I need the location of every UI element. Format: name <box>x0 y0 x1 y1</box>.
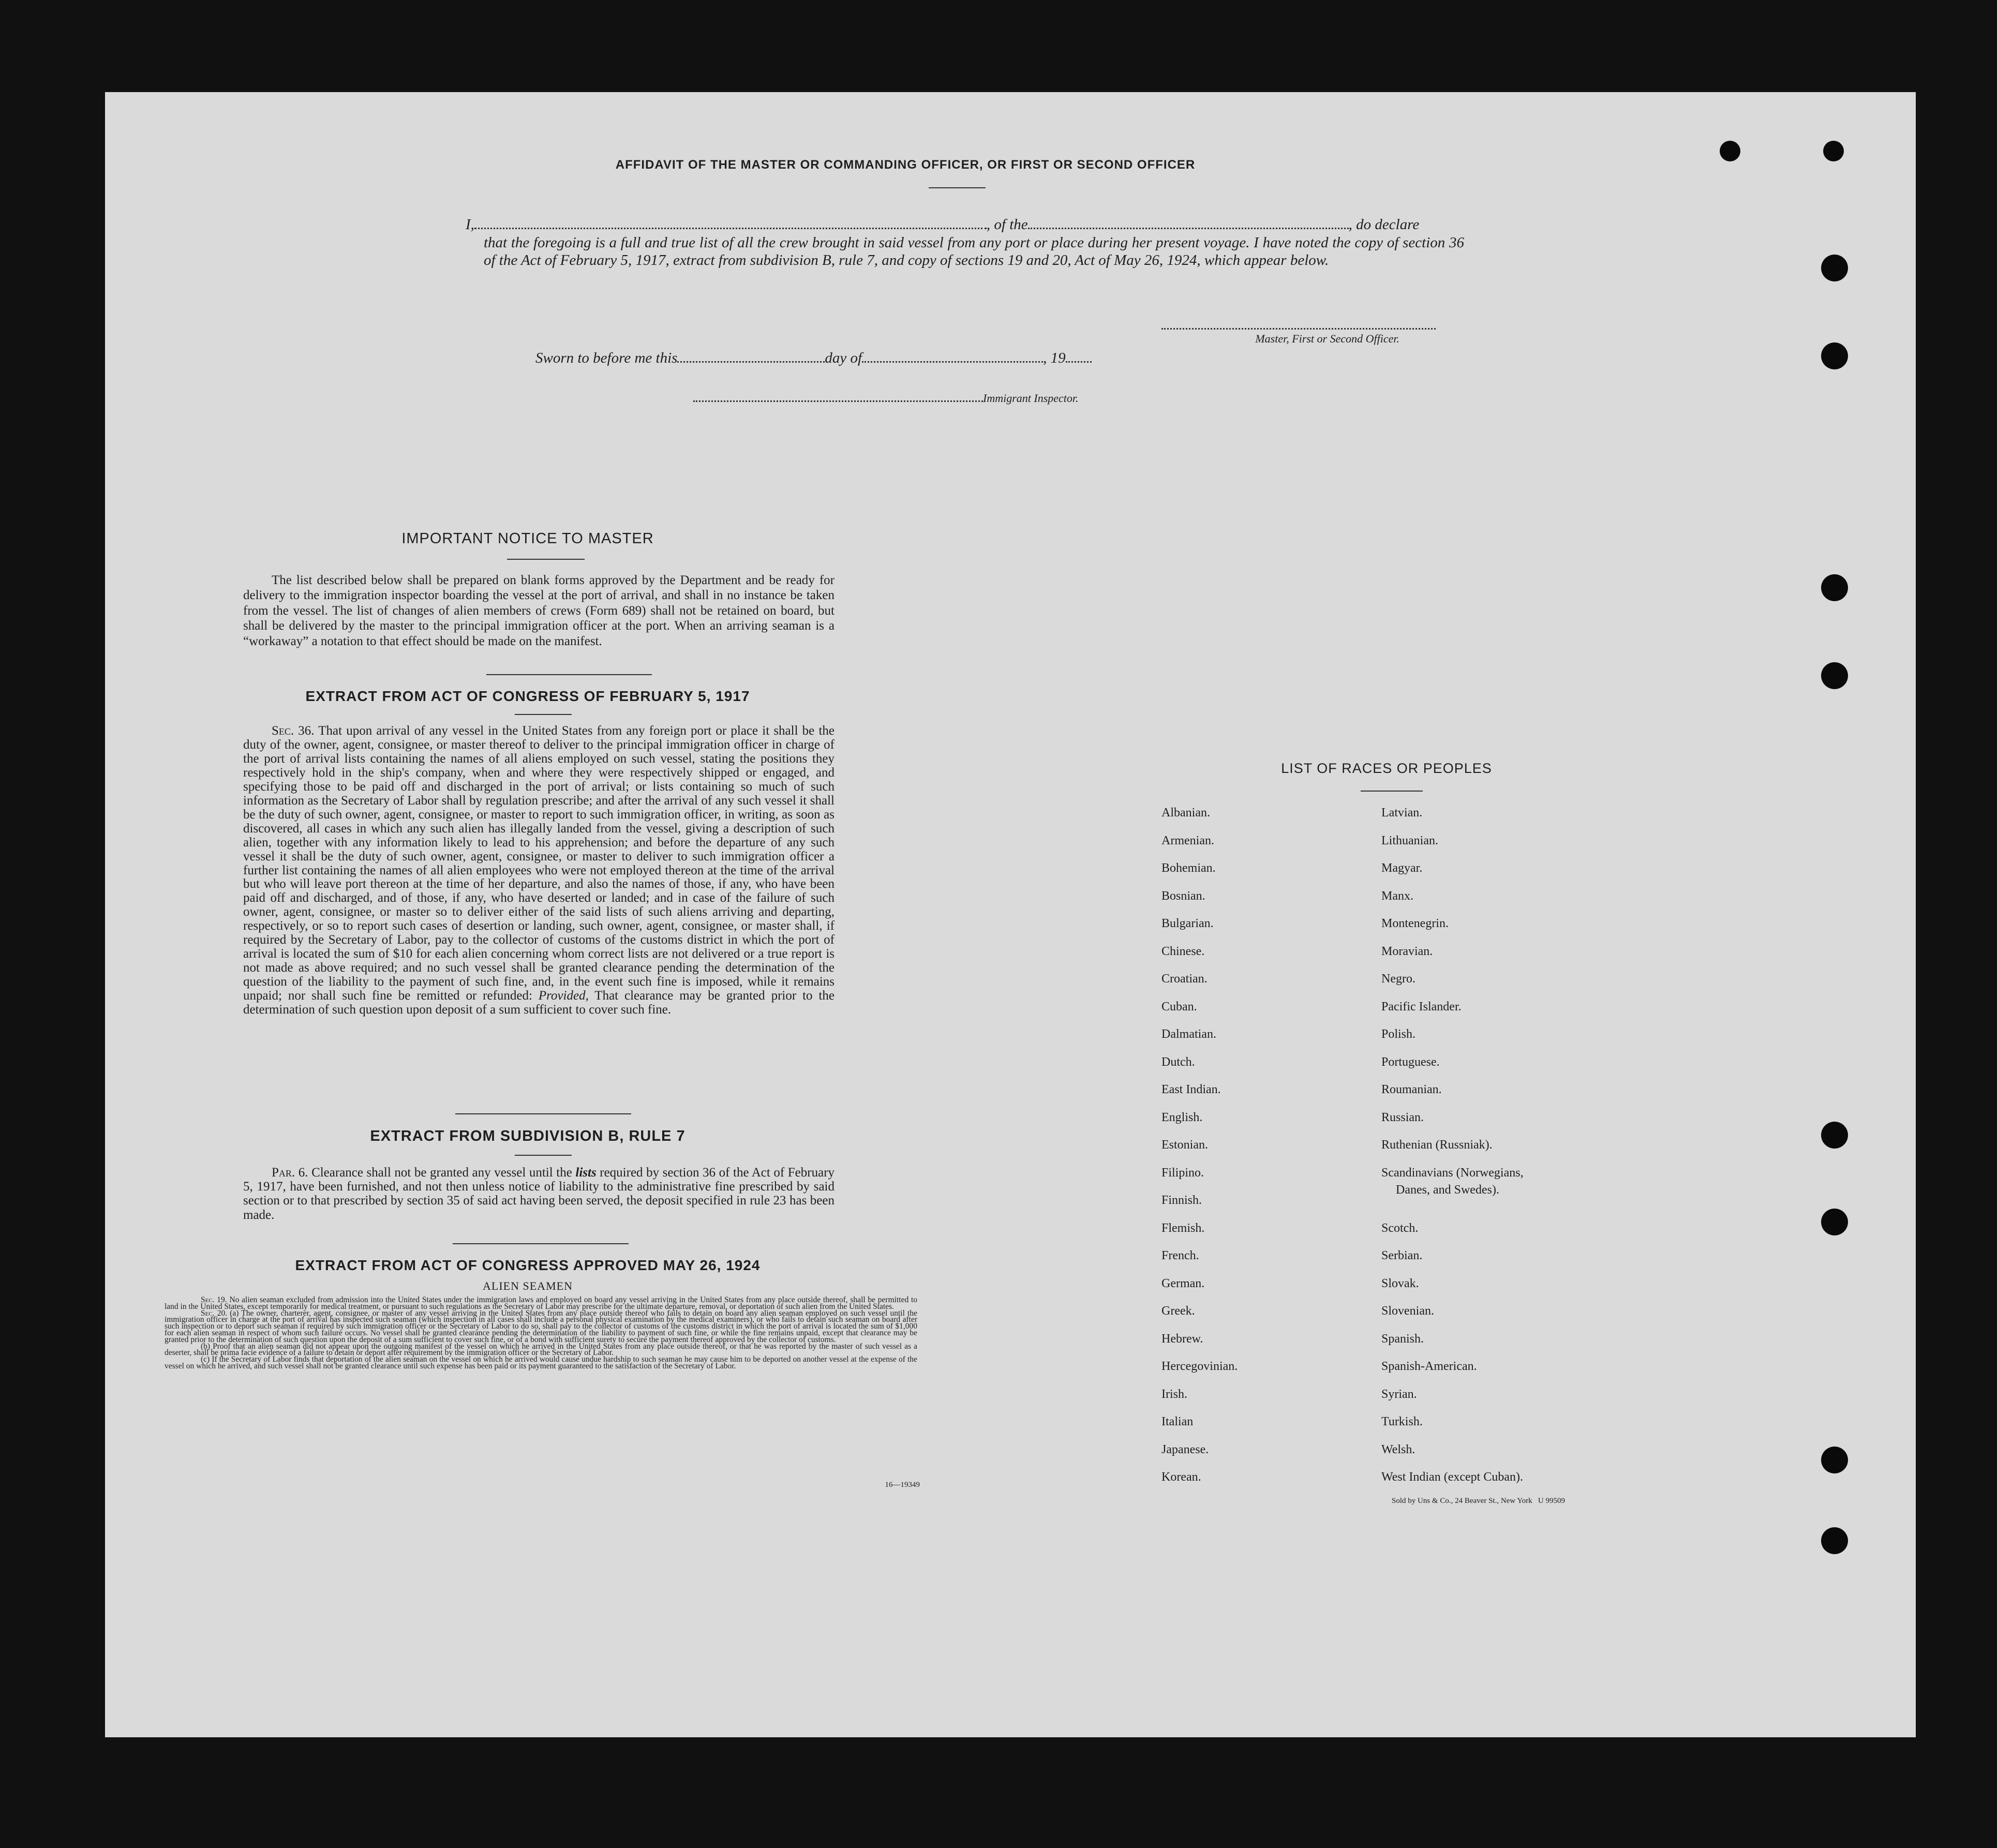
sworn-date-blank[interactable] <box>677 361 825 363</box>
sec19-text: No alien seaman excluded from admission into the United States under the immigration laws and employed on board any vessel arriving in the United States from any place outside thereof, shall be permitted to land in the United States, except temporarily for medical treatment, or pursuant to such regulations as the Secretary of Labor may prescribe for the ultimate departure, removal, or deportation of such alien from the United States. <box>165 1295 917 1311</box>
sec20-label: Sec. 20. <box>201 1308 228 1318</box>
punch-hole <box>1821 1122 1848 1149</box>
affidavit-of-the-label: , of the <box>986 216 1028 233</box>
race-item: Filipino. <box>1161 1166 1204 1180</box>
punch-hole <box>1821 255 1848 281</box>
punch-hole <box>1821 342 1848 369</box>
act1917-body <box>243 724 834 1017</box>
races-heading: LIST OF RACES OR PEOPLES <box>1281 761 1492 776</box>
punch-hole <box>1720 141 1740 161</box>
race-item: Portuguese. <box>1381 1055 1440 1069</box>
punch-hole <box>1821 574 1848 601</box>
notice-heading: IMPORTANT NOTICE TO MASTER <box>401 530 654 547</box>
race-item: Magyar. <box>1381 861 1423 875</box>
race-item: Irish. <box>1161 1387 1187 1401</box>
race-item: Albanian. <box>1161 806 1210 819</box>
rule7-text: Clearance shall not be granted any vessel until the <box>311 1166 572 1180</box>
race-item: Welsh. <box>1381 1442 1415 1456</box>
act1924-body <box>165 1297 917 1370</box>
sworn-month-blank[interactable] <box>862 361 1043 363</box>
race-item: Pacific Islander. <box>1381 1000 1462 1014</box>
race-item: Russian. <box>1381 1110 1424 1124</box>
affidavit-declaration-line <box>466 216 1480 233</box>
act1924-subheading: ALIEN SEAMEN <box>483 1279 573 1292</box>
punch-hole <box>1823 141 1844 161</box>
race-item: Spanish. <box>1381 1332 1424 1346</box>
race-item: Manx. <box>1381 889 1413 903</box>
rule7-lists-word: lists <box>575 1166 597 1180</box>
race-item: German. <box>1161 1276 1205 1290</box>
divider <box>1361 791 1423 792</box>
race-item: Italian <box>1161 1415 1194 1428</box>
sec20a-text: (a) The owner, charterer, agent, consignee, or master of any vessel arriving in the United States from any place outside thereof who fails to detain on board any alien seaman employed on such vessel until the immigration officer in charge at the port of arrival has inspected such seaman (which inspection in all cases shall include a personal physical examination by the medical examiners), or who fails to detain such seaman on board after such inspection or to deport such seaman if required by such immigration officer or the Secretary of Labor to do so, shall pay to the collector of customs of the customs district in which the port of arrival is located the sum of $1,000 for each alien seaman in respect of whom such failure occurs. No vessel shall be granted clearance pending the determination of the liability to payment of such fine, or while the fine remains unpaid, except that clearance may be granted prior to the determination of such question upon the deposit of a sum sufficient to cover such fine, or of a bond with sufficient surety to secure the payment thereof approved by the collector of customs. <box>165 1308 917 1344</box>
act1924-heading: EXTRACT FROM ACT OF CONGRESS APPROVED MAY 26, 1924 <box>295 1257 761 1273</box>
race-item: Polish. <box>1381 1027 1416 1041</box>
race-item: Danes, and Swedes). <box>1396 1183 1499 1197</box>
affidavit-heading: AFFIDAVIT OF THE MASTER OR COMMANDING OFFICER, OR FIRST OR SECOND OFFICER <box>615 158 1196 172</box>
race-item: Finnish. <box>1161 1194 1202 1207</box>
race-item: Latvian. <box>1381 806 1423 819</box>
race-item: Turkish. <box>1381 1415 1423 1428</box>
race-item: Bohemian. <box>1161 861 1216 875</box>
race-item: Bulgarian. <box>1161 917 1214 930</box>
race-item: Slovak. <box>1381 1276 1419 1290</box>
master-name-blank[interactable] <box>474 228 987 229</box>
vessel-name-blank[interactable] <box>1028 228 1349 229</box>
punch-hole <box>1821 1447 1848 1473</box>
inspector-line <box>693 392 1079 405</box>
divider <box>455 1113 631 1114</box>
sec20c-paragraph: (c) If the Secretary of Labor finds that deportation of the alien seaman on the vessel on which he arrived would cause undue hardship to such seaman he may cause him to be deported on another vessel at the expense of the vessel on which he arrived, and such vessel shall not be granted clearance until such expense has been paid or its payment guaranteed to the satisfaction of the Secretary of Labor. <box>165 1355 917 1370</box>
sworn-label: Sworn to before me this <box>535 350 678 366</box>
form-number: 16—19349 <box>885 1481 920 1489</box>
act1917-text-end: That clearance may be granted prior to the determination of such question upon deposit of a sum sufficient to cover such fine. <box>243 989 834 1017</box>
divider <box>486 674 652 675</box>
divider <box>453 1243 629 1244</box>
race-item: Roumanian. <box>1381 1083 1442 1096</box>
race-item: Hebrew. <box>1161 1332 1203 1346</box>
sec20b-paragraph: (b) Proof that an alien seaman did not appear upon the outgoing manifest of the vessel on which he arrived in the United States from any place outside thereof, or that he was reported by the master of such vessel as a deserter, shall be prima facie evidence of a failure to detain or deport after requirement by the immigration officer or the Secretary of Labor. <box>165 1342 917 1358</box>
race-item: Slovenian. <box>1381 1304 1434 1318</box>
race-item: Montenegrin. <box>1381 917 1449 930</box>
sec19-label: Sec. 19. <box>201 1295 227 1304</box>
year-label: , 19 <box>1043 350 1066 366</box>
sec20a-paragraph <box>165 1310 917 1344</box>
act1917-section-label: Sec. 36. <box>272 724 315 738</box>
race-item: Scandinavians (Norwegians, <box>1381 1166 1524 1180</box>
race-item: Estonian. <box>1161 1138 1208 1152</box>
notice-body: The list described below shall be prepared on blank forms approved by the Department and be ready for delivery to the immigration inspector boarding the vessel at the port of arrival, and shall in no instance be taken from the vessel. The list of changes of alien members of crews (Form 689) shall not be retained on board, but shall be delivered by the master to the principal immigration officer at the port. When an arriving seaman is a “workaway” a notation to that effect should be made on the manifest. <box>243 573 834 648</box>
race-item: Japanese. <box>1161 1442 1209 1456</box>
divider <box>515 1155 572 1156</box>
sworn-line <box>535 350 1092 367</box>
affidavit-do-declare-label: , do declare <box>1348 216 1420 233</box>
divider <box>507 559 585 560</box>
race-item: Spanish-American. <box>1381 1360 1477 1373</box>
act1917-text: That upon arrival of any vessel in the United States from any foreign port or place it shall be the duty of the owner, agent, consignee, or master thereof to deliver to the principal immigration officer in charge of the port of arrival lists containing the names of all aliens employed on such vessel, stating the positions they respectively hold in the ship's company, when and where they were respectively shipped or engaged, and specifying those to be paid off and discharged in the port of arrival; or lists containing so much of such information as the Secretary of Labor shall by regulation prescribe; and after the arrival of any such vessel it shall be the duty of such owner, agent, consignee, or master to report to such immigration officer, in writing, as soon as discovered, all cases in which any such alien has illegally landed from the vessel, giving a description of such alien, together with any information likely to lead to his apprehension; and before the departure of any such vessel it shall be the duty of such owner, agent, consignee, or master to deliver to such immigration officer a further list containing the names of all alien employees who were not employed thereon at the time of the arrival but who will leave port thereon at the time of her departure, and also the names of those, if any, who have been paid off and discharged, and of those, if any, who have deserted or landed; and in case of the failure of such owner, agent, consignee, or master so to deliver either of the said lists of such aliens arriving and departing, respectively, or so to report such cases of desertion or landing, such owner, agent, consignee, or master shall, if required by the Secretary of Labor, pay to the collector of customs of the customs district in which the port of arrival is located the sum of $10 for each alien concerning whom correct lists are not delivered or a true report is not made as above required; and no such vessel shall be granted clearance pending the determination of the question of the liability to the payment of such fine, and, in the event such fine is imposed, while it remains unpaid; nor shall such fine be remitted or refunded: <box>243 724 834 1003</box>
race-item: Korean. <box>1161 1470 1201 1484</box>
race-item: Chinese. <box>1161 944 1205 958</box>
punch-hole <box>1821 1527 1848 1554</box>
master-signature-label: Master, First or Second Officer. <box>1255 332 1399 345</box>
race-item: West Indian (except Cuban). <box>1381 1470 1523 1484</box>
race-item: East Indian. <box>1161 1083 1221 1096</box>
race-item: English. <box>1161 1110 1203 1124</box>
rule7-body <box>243 1166 834 1222</box>
race-item: Negro. <box>1381 972 1415 986</box>
inspector-signature-blank[interactable] <box>693 400 983 402</box>
race-item: Hercegovinian. <box>1161 1360 1238 1373</box>
master-signature-line[interactable] <box>1161 328 1436 330</box>
race-item: Moravian. <box>1381 944 1433 958</box>
race-item: Flemish. <box>1161 1221 1205 1235</box>
race-item: Cuban. <box>1161 1000 1197 1014</box>
race-item: Bosnian. <box>1161 889 1205 903</box>
race-item: Serbian. <box>1381 1249 1423 1262</box>
race-item: Greek. <box>1161 1304 1195 1318</box>
race-item: Croatian. <box>1161 972 1208 986</box>
rule7-heading: EXTRACT FROM SUBDIVISION B, RULE 7 <box>370 1128 685 1144</box>
punch-hole <box>1821 1209 1848 1235</box>
rule7-text-end: required by section 36 of the Act of February 5, 1917, have been furnished, and not then unless notice of liability to the administrative fine prescribed by said section or to that prescribed by section 35 of said act having been served, the deposit specified in rule 23 has been made. <box>243 1166 835 1222</box>
affidavit-i-label: I, <box>466 216 474 233</box>
divider <box>929 187 986 188</box>
divider <box>515 714 572 715</box>
race-item: Dalmatian. <box>1161 1027 1216 1041</box>
rule7-paragraph-label: Par. 6. <box>272 1166 308 1180</box>
race-item: Dutch. <box>1161 1055 1195 1069</box>
printer-imprint: Sold by Uns & Co., 24 Beaver St., New York U 99509 <box>1392 1497 1566 1505</box>
act1917-provided: Provided, <box>538 989 589 1003</box>
race-item: Lithuanian. <box>1381 833 1438 847</box>
race-item: Scotch. <box>1381 1221 1419 1235</box>
sworn-year-blank[interactable] <box>1066 361 1092 363</box>
day-of-label: day of <box>825 350 862 366</box>
race-item: Syrian. <box>1381 1387 1417 1401</box>
race-item: Ruthenian (Russniak). <box>1381 1138 1493 1152</box>
affidavit-body: that the foregoing is a full and true list of all the crew brought in said vessel from any port or place during her present voyage. I have noted the copy of section 36 of the Act of February 5, 1917, extract from subdivision B, rule 7, and copy of sections 19 and 20, Act of May 26, 1924, which appear below. <box>484 234 1464 269</box>
act1917-heading: EXTRACT FROM ACT OF CONGRESS OF FEBRUARY 5, 1917 <box>305 688 750 704</box>
inspector-label: Immigrant Inspector. <box>983 392 1079 405</box>
race-item: Armenian. <box>1161 833 1214 847</box>
punch-hole <box>1821 662 1848 689</box>
race-item: French. <box>1161 1249 1199 1262</box>
